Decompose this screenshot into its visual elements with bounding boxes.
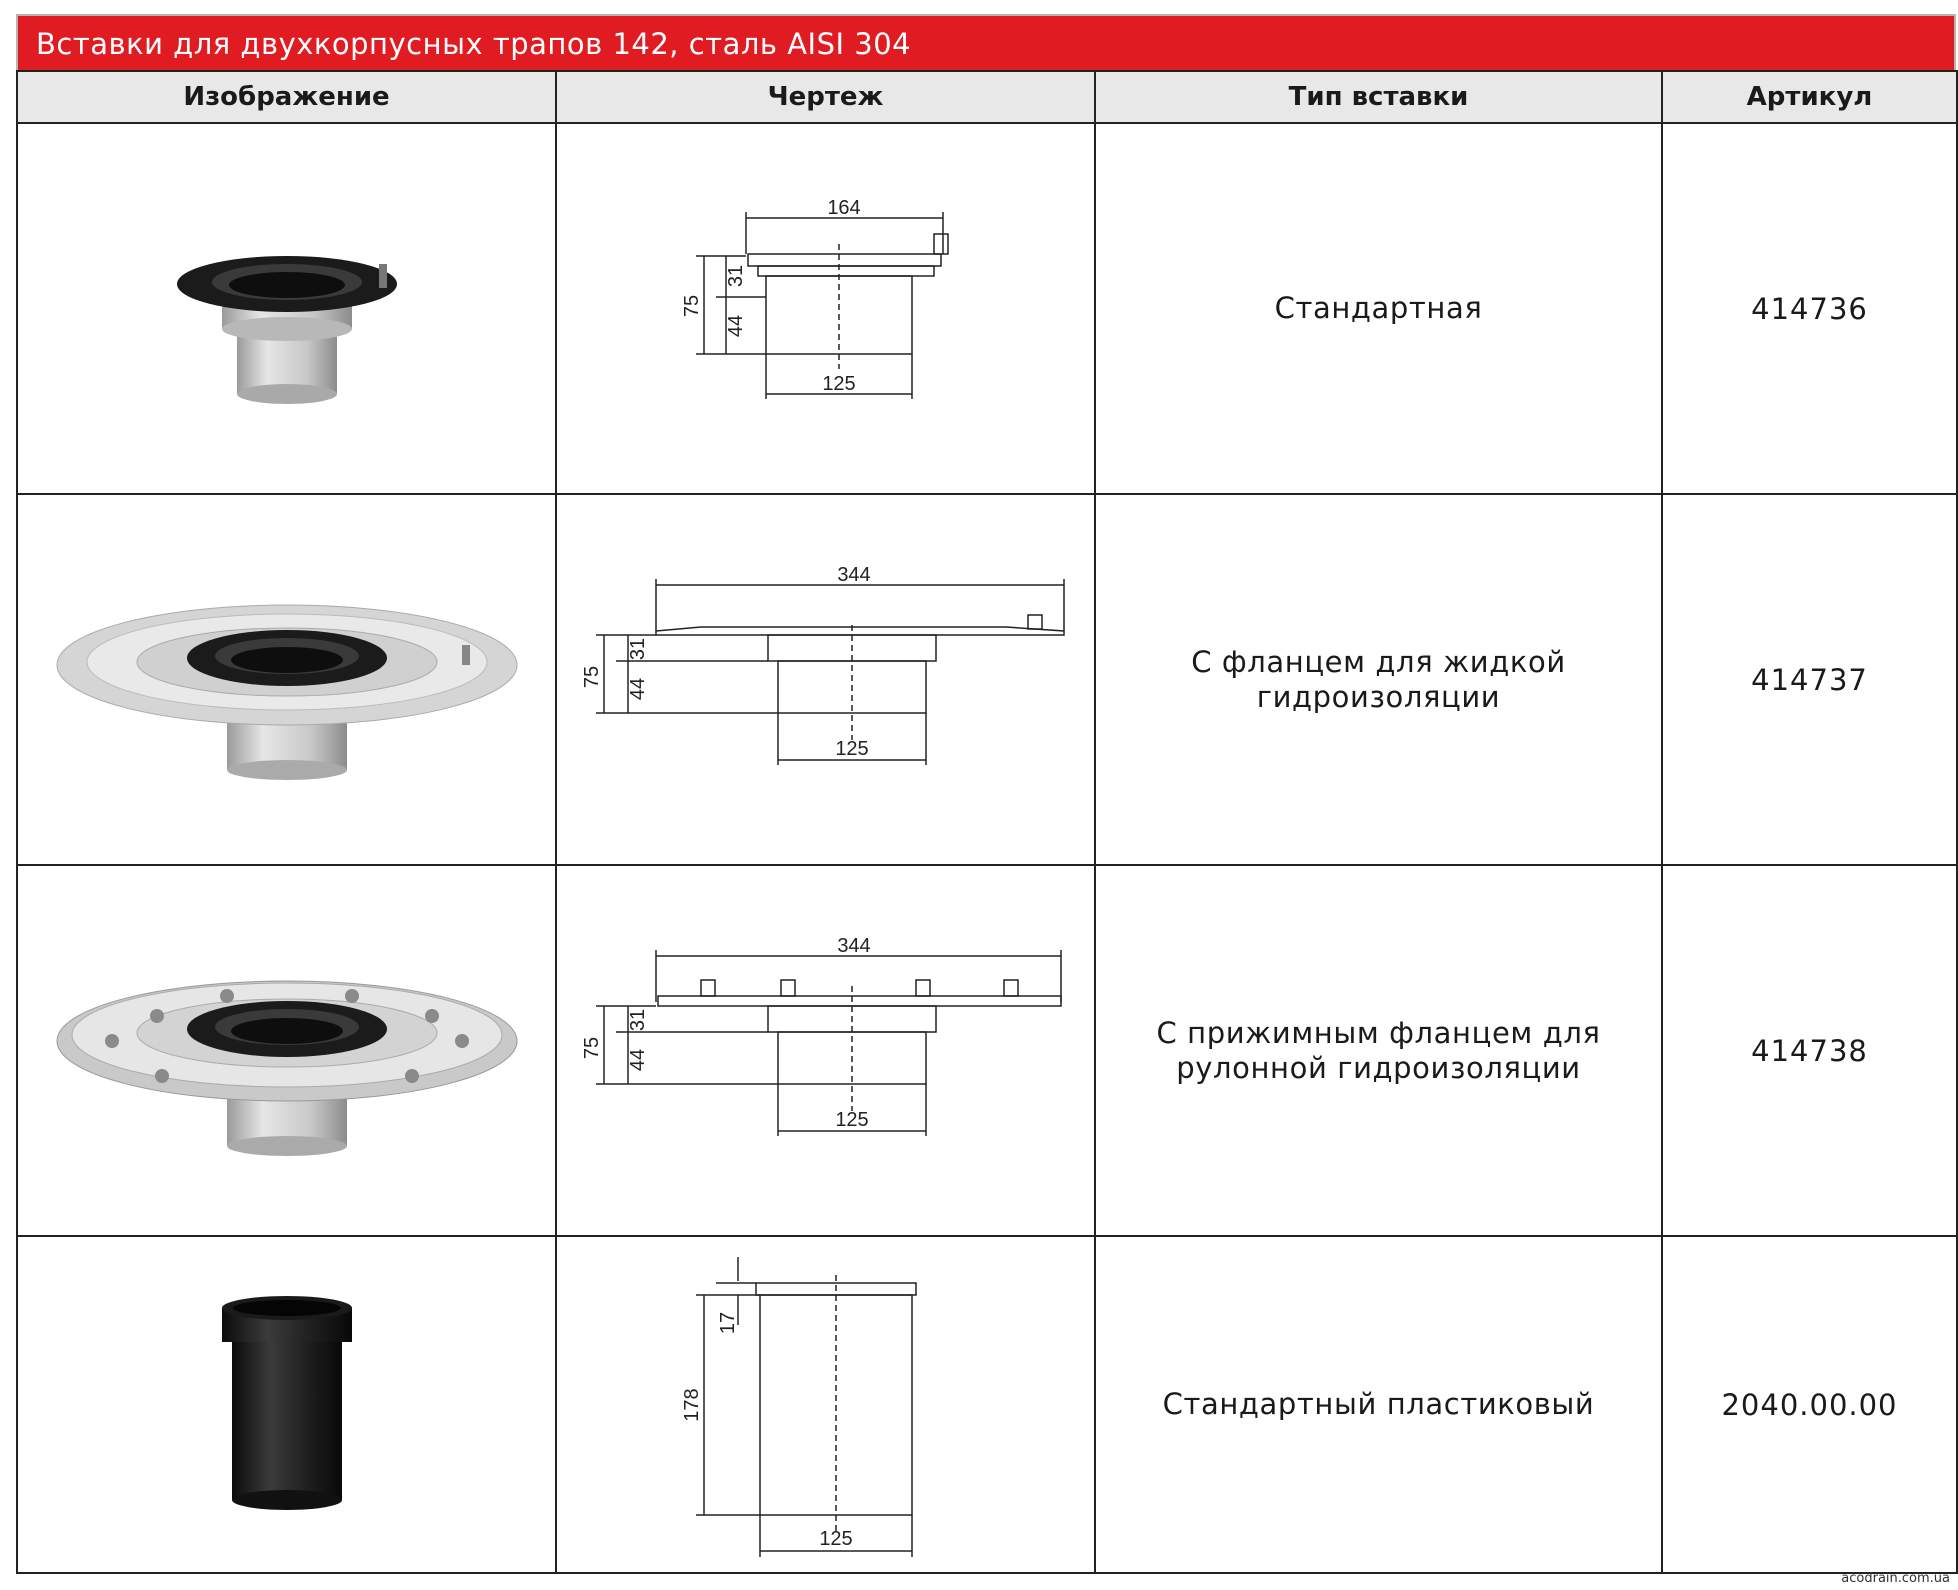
technical-drawing [580,934,1066,1166]
insert-type-line: С фланцем для жидкой [1191,644,1566,679]
article-cell: 414738 [1662,865,1957,1236]
source-footer: acodrain.com.ua [1841,1571,1950,1586]
drawing-cell [556,123,1095,494]
technical-drawing [676,194,976,424]
header-type: Тип вставки [1095,71,1662,123]
article-cell: 414737 [1662,494,1957,865]
dim-top: 344 [836,934,871,957]
insert-type-cell [1095,494,1662,865]
dim-lower: 44 [626,677,649,700]
dim-lower: 44 [724,314,747,337]
header-drawing: Чертеж [556,71,1095,123]
insert-type-cell [1095,123,1662,494]
dim-total: 75 [680,294,703,317]
table-row [17,123,1957,494]
product-table [16,70,1958,1574]
dim-bottom: 125 [818,1527,853,1550]
dim-bottom: 125 [834,737,869,760]
insert-type-line: Стандартный пластиковый [1162,1387,1595,1421]
product-image-cell [17,123,556,494]
liquid-flange-insert-image [52,570,522,790]
dim-top: 344 [836,563,871,586]
dim-upper: 31 [724,264,747,287]
insert-type-line: С прижимным фланцем для [1156,1015,1601,1050]
table-row [17,1236,1957,1573]
insert-type-cell [1095,865,1662,1236]
drawing-cell [556,1236,1095,1573]
dim-height: 178 [680,1387,703,1422]
header-image: Изображение [17,71,556,123]
insert-type-cell [1095,1236,1662,1573]
dim-lower: 44 [626,1048,649,1071]
article-cell: 414736 [1662,123,1957,494]
dim-upper: 31 [626,637,649,660]
plastic-insert-image [217,1290,357,1520]
product-image-cell [17,494,556,865]
dim-total: 75 [580,665,603,688]
product-image-cell [17,865,556,1236]
dim-lip: 17 [716,1311,739,1334]
dim-bottom: 125 [821,372,856,395]
product-image-cell [17,1236,556,1573]
technical-drawing [676,1245,976,1565]
header-article: Артикул [1662,71,1957,123]
drawing-cell [556,865,1095,1236]
table-row [17,865,1957,1236]
drawing-cell [556,494,1095,865]
dim-total: 75 [580,1036,603,1059]
standard-insert-image [167,209,407,409]
page-title: Вставки для двухкорпусных трапов 142, сталь AISI 304 [16,14,1956,70]
table-header-row [17,71,1957,123]
insert-type-line: гидроизоляции [1256,679,1501,714]
article-cell: 2040.00.00 [1662,1236,1957,1573]
technical-drawing [580,563,1066,795]
product-sheet [16,14,1956,1574]
dim-top: 164 [826,196,861,219]
dim-upper: 31 [626,1008,649,1031]
table-row [17,494,1957,865]
dim-bottom: 125 [834,1108,869,1131]
clamp-flange-insert-image [52,941,522,1161]
insert-type-line: Стандартная [1274,291,1483,325]
insert-type-line: рулонной гидроизоляции [1176,1050,1581,1085]
